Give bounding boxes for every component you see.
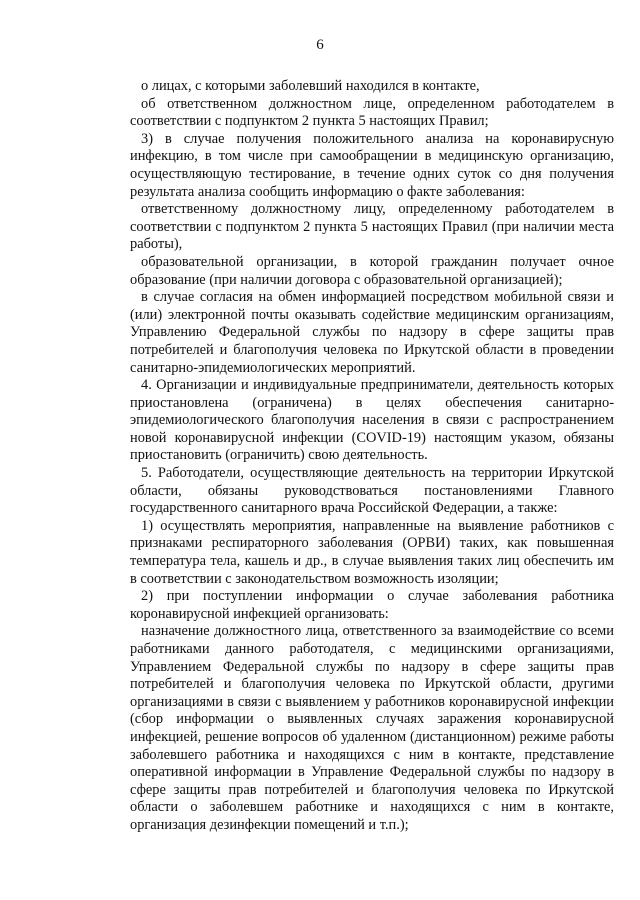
paragraph: 5. Работодатели, осуществляющие деятельность на территории Иркутской области, обязаны руководствоваться постановлениями Главного государственного санитарного врача Российской Федерации, а также: — [130, 465, 614, 517]
paragraph: в случае согласия на обмен информацией посредством мобильной связи и (или) электронной почты оказывать содействие медицинским организациям, Управлению Федеральной службы по надзору в сфере защиты прав потребителей и благополучия человека по Иркутской области в проведении санитарно-эпидемиологических мероприятий. — [130, 289, 614, 376]
paragraph: об ответственном должностном лице, определенном работодателем в соответствии с подпунктом 2 пункта 5 настоящих Правил; — [130, 95, 614, 130]
paragraph: 3) в случае получения положительного анализа на коронавирусную инфекцию, в том числе при самообращении в медицинскую организацию, осуществляющую тестирование, в течение одних суток со дня получения результата анализа сообщить информацию о факте заболевания: — [130, 130, 614, 200]
paragraph: образовательной организации, в которой гражданин получает очное образование (при наличии договора с образовательной организацией); — [130, 253, 614, 288]
document-body — [130, 78, 614, 835]
paragraph: 1) осуществлять мероприятия, направленные на выявление работников с признаками респираторного заболевания (ОРВИ) таких, как повышенная температура тела, кашель и др., в случае выявления таких лиц обеспечить им в соответствии с законодательством возможность изоляции; — [130, 517, 614, 587]
page-number: 6 — [316, 37, 324, 53]
paragraph: о лицах, с которыми заболевший находился в контакте, — [141, 78, 480, 94]
paragraph: 2) при поступлении информации о случае заболевания работника коронавирусной инфекцией организовать: — [130, 588, 614, 622]
paragraph: ответственному должностному лицу, определенному работодателем в соответствии с подпунктом 2 пункта 5 настоящих Правил (при наличии места работы), — [130, 201, 614, 253]
paragraph: 4. Организации и индивидуальные предприниматели, деятельность которых приостановлена (ограничена) в целях обеспечения санитарно-эпидемиологического благополучия населения в связи с распространением новой коронавирусной инфекции (COVID-19) настоящим указом, обязаны приостановить (ограничить) свою деятельность. — [130, 377, 614, 464]
paragraph: назначение должностного лица, ответственного за взаимодействие со всеми работниками данного работодателя, с медицинскими организациями, Управлением Федеральной службы по надзору в сфере защиты прав потребителей и благополучия человека по Иркутской области, другими организациями в связи с выявлением у работников коронавирусной инфекции (сбор информации о выявленных случаях заражения коронавирусной инфекцией, решение вопросов об удаленном (дистанционном) режиме работы заболевшего работника и находящихся с ним в контакте, представление оперативной информации в Управление Федеральной службы по надзору в сфере защиты прав потребителей и благополучия человека по Иркутской области о заболевшем работнике и находящихся с ним в контакте, организация дезинфекции помещений и т.п.); — [130, 623, 614, 833]
